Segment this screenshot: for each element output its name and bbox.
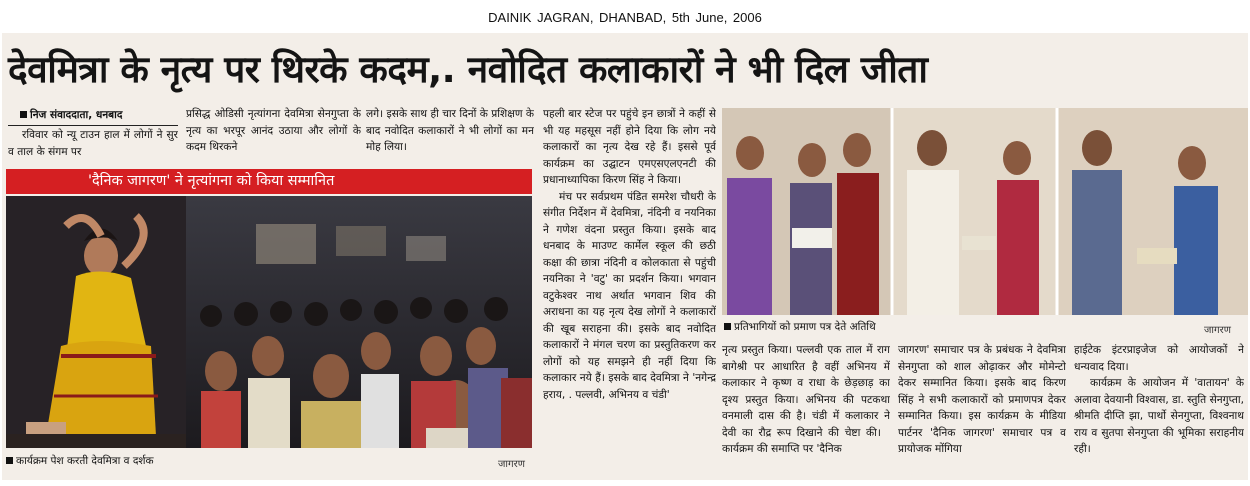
photo-dancer-audience <box>6 196 532 448</box>
article-column-4: पहली बार स्टेज पर पहुंचे इन छात्रों ने कहीं से भी यह महसूस नहीं होने दिया कि लोग नये कलाकारों का नृत्य देख रहे हैं। इससे पूर्व कार्यक्रम का उद्घाटन एमएसएलएनटी की प्रधानाध्यापिका किरण सिंह ने किया। मंच पर सर्वप्रथम पंडित समरेश चौधरी के संगीत निर्देशन में देवमित्रा, नंदिनी व नयनिका ने गणेश वंदना प्रस्तुत किया। इसके बाद धनबाद के माउण्ट कार्मेल स्कूल की छठी कक्षा की छात्रा नंदिनी व कोलकाता से पहुंची नयनिका ने 'वटु' का प्रदर्शन किया। भगवान वटुकेश्वर नाथ अर्थात भगवान शिव की अराधना का यह नृत्य देख लोगों ने कलाकारों की खूब सराहना की। इसके बाद नवोदित कलाकारों ने मंगल चरण का प्रस्तुतिकरण कर लोगों को यह समझने ही नहीं दिया कि कलाकार नये हैं। इसके बाद देवमित्रा ने 'नगेन्द्र हराय, . पल्लवी, अभिनय व चंडी' <box>543 108 716 401</box>
byline: निज संवाददाता, धनबाद <box>20 108 122 122</box>
photo-award-presentation <box>722 108 1248 315</box>
photo-caption-left: कार्यक्रम पेश करती देवमित्रा व दर्शक <box>6 454 154 468</box>
article-column-2: प्रसिद्ध ओडिसी नृत्यांगना देवमित्रा सेनगुप्ता के नृत्य का भरपूर आनंद उठाया और लोगों के कदम थिरकने <box>186 108 361 153</box>
bullet-square-icon <box>6 457 13 464</box>
article-column-7: हाईटेक इंटरप्राइजेज को आयोजकों ने धन्यवाद दिया। कार्यक्रम के आयोजन में 'वातायन' के अलावा देवयानी विश्वास, डा. स्तुति सेनगुप्ता, श्रीमति दीप्ति झा, पार्थो सेनगुप्ता, विश्वनाथ राय व सुतपा सेनगुप्ता की भूमिका सराहनीय रही। <box>1074 344 1244 455</box>
bullet-square-icon <box>724 323 731 330</box>
photo-caption-right: प्रतिभागियों को प्रमाण पत्र देते अतिथि <box>724 320 876 334</box>
headline: देवमित्रा के नृत्य पर थिरके कदम,. नवोदित कलाकारों ने भी दिल जीता <box>8 48 928 91</box>
banner-heading: 'दैनिक जागरण' ने नृत्यांगना को किया सम्मानित <box>6 169 532 194</box>
photo-certificate-ceremony <box>722 108 1248 315</box>
divider <box>8 125 178 126</box>
masthead: DAINIK JAGRAN, DHANBAD, 5th June, 2006 <box>488 10 762 25</box>
article-column-6: जागरण' समाचार पत्र के प्रबंधक ने देवमित्रा सेनगुप्ता को शाल ओढ़ाकर और मोमेन्टो देकर सम्मानित किया। इसके बाद किरण सिंह ने सभी कलाकारों को प्रमाणपत्र देकर सम्मानित किया। इस कार्यक्रम के मीडिया पार्टनर 'दैनिक जागरण' समाचार पत्र व प्रायोजक मोंगिया <box>898 344 1066 455</box>
article-column-1: रविवार को न्यू टाउन हाल में लोगों ने सुर व ताल के संगम पर <box>8 129 178 158</box>
photo-credit-right: जागरण <box>1204 325 1231 336</box>
bullet-square-icon <box>20 111 27 118</box>
photo-credit-left: जागरण <box>498 459 525 470</box>
photo-dance-performance <box>6 196 532 448</box>
article-column-3: लगे। इसके साथ ही चार दिनों के प्रशिक्षण के बाद नवोदित कलाकारों ने भी लोगों का मन मोह लिया। <box>366 108 534 153</box>
article-column-5: नृत्य प्रस्तुत किया। पल्लवी एक ताल में राग बागेश्री पर आधारित है वहीं अभिनय में कलाकार ने कृष्ण व राधा के छेड़छाड़ का दृश्य प्रस्तुत किया। अभिनय की पटकथा वनमाली दास की है। चंडी में कलाकार ने देवी का रौद्र रूप दिखाने की चेष्टा की। कार्यक्रम की समाप्ति पर 'दैनिक <box>722 344 890 455</box>
